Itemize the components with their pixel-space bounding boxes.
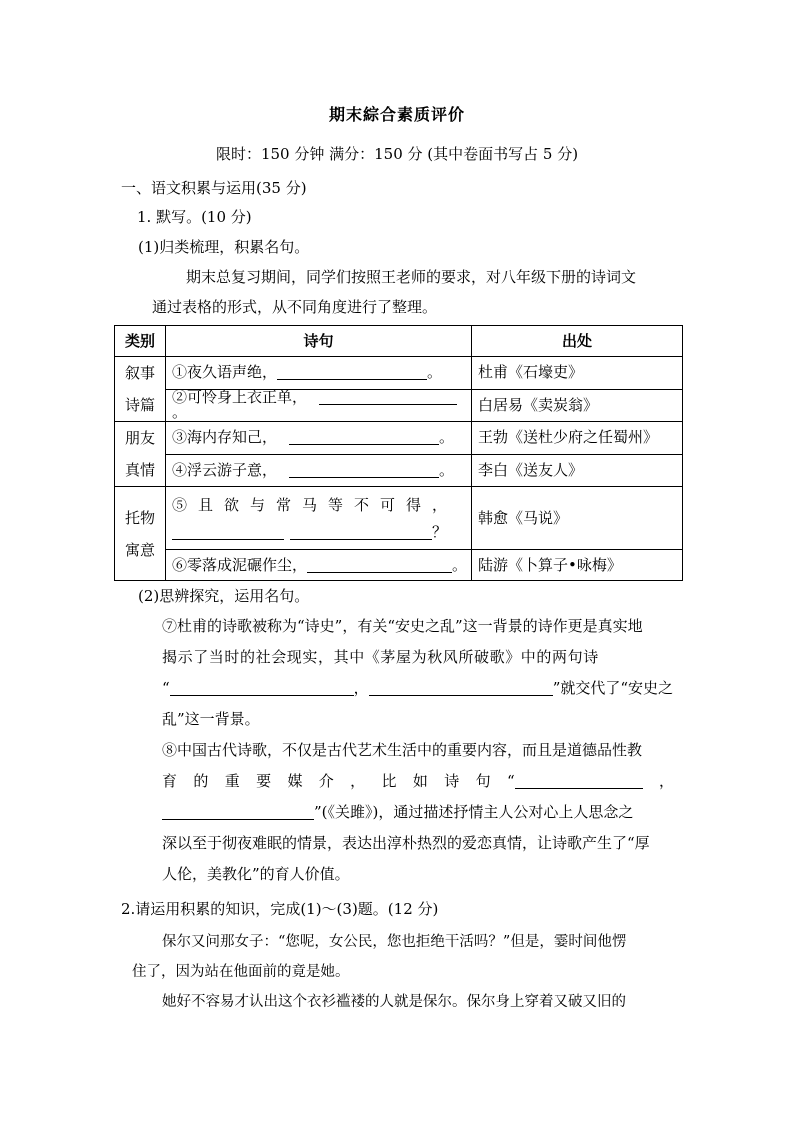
answer-blank[interactable]	[290, 525, 432, 540]
char: ，	[350, 772, 366, 790]
char: 诗	[444, 772, 460, 790]
q8-line-4: 深以至于彻夜难眠的情景，表达出淳朴热烈的爱恋真情，让诗歌产生了“厚	[162, 834, 650, 852]
char: 媒	[287, 772, 303, 790]
verse-end: 。	[452, 555, 468, 574]
answer-blank[interactable]	[277, 365, 427, 380]
char: 育	[162, 772, 178, 790]
category-line: 真情	[124, 461, 155, 479]
question-1-label: 1. 默写。(10 分)	[137, 208, 252, 226]
intro-line-2: 通过表格的形式，从不同角度进行了整理。	[152, 298, 438, 316]
source-cell: 杜甫《石壕吏》	[472, 357, 683, 390]
verse-end: 。	[172, 403, 188, 422]
category-line: 托物	[124, 508, 155, 527]
q8-line-3	[162, 805, 633, 820]
category-line: 叙事	[124, 364, 155, 382]
verse-end: 。	[439, 460, 455, 479]
comma: ，	[658, 772, 674, 790]
answer-blank[interactable]	[307, 558, 452, 573]
answer-blank[interactable]	[319, 390, 457, 405]
char: 如	[412, 772, 428, 790]
verse-end: ？	[432, 523, 448, 541]
q8-line-5: 人伦，美教化”的育人价值。	[162, 865, 350, 883]
verse-cell	[166, 487, 472, 550]
passage-line-3: 她好不容易才认出这个衣衫褴褛的人就是保尔。保尔身上穿着又破又旧的	[162, 994, 626, 1010]
verse-text: ①夜久语声绝，	[172, 363, 278, 382]
category-cell	[115, 357, 166, 422]
table-row	[115, 422, 683, 455]
source-cell: 韩愈《马说》	[472, 487, 683, 550]
verse-end: 。	[439, 428, 455, 447]
intro-line-1: 期末总复习期间，同学们按照王老师的要求，对八年级下册的诗词文	[186, 268, 637, 286]
header-category: 类别	[115, 326, 166, 357]
category-line: 寓意	[124, 540, 155, 559]
page-title: 期末綜合素质评价	[328, 105, 465, 124]
answer-blank[interactable]	[172, 525, 284, 540]
quote-open: “	[162, 679, 170, 697]
source-cell: 王勃《送杜少府之任蜀州》	[472, 422, 683, 455]
comma: ，	[353, 679, 369, 697]
category-line: 诗篇	[124, 396, 155, 414]
source-cell: 白居易《卖炭翁》	[472, 389, 683, 422]
source-cell: 陆游《卜算子•咏梅》	[472, 550, 683, 581]
answer-blank[interactable]	[515, 774, 643, 789]
verse-end: 。	[427, 363, 443, 382]
table-row	[115, 550, 683, 581]
table-row	[115, 454, 683, 487]
q7-line-3-end: ”就交代了“安史之	[552, 679, 674, 697]
char: 比	[381, 772, 397, 790]
part-2-label: (2)思辨探究，运用名句。	[138, 587, 310, 605]
verse-cell	[166, 422, 472, 455]
char: 要	[256, 772, 272, 790]
verse-text: ④浮云游子意，	[172, 460, 278, 479]
passage-line-1: 保尔又问那女子：“您呢，女公民，您也拒绝干活吗？”但是，霎时间他愣	[162, 934, 627, 950]
poem-table	[114, 325, 683, 581]
verse-text: ③海内存知己，	[172, 428, 278, 447]
source-cell: 李白《送友人》	[472, 454, 683, 487]
answer-blank[interactable]	[170, 681, 354, 696]
answer-blank[interactable]	[289, 463, 439, 478]
q7-line-2: 揭示了当时的社会现实，其中《茅屋为秋风所破歌》中的两句诗	[162, 648, 599, 666]
verse-text: ⑤且欲与常马等不可得，	[172, 496, 459, 514]
answer-blank[interactable]	[289, 430, 439, 445]
verse-cell	[166, 550, 472, 581]
table-row	[115, 389, 683, 422]
q7-line-4: 乱”这一背景。	[162, 710, 260, 728]
q7-line-3	[162, 681, 673, 696]
section-heading: 一、语文积累与运用(35 分)	[121, 179, 307, 197]
char: 介	[318, 772, 334, 790]
table-row	[115, 357, 683, 390]
verse-cell	[166, 454, 472, 487]
header-source: 出处	[472, 326, 683, 357]
verse-text: ②可怜身上衣正单，	[172, 388, 308, 407]
answer-blank[interactable]	[369, 681, 553, 696]
category-line: 朋友	[124, 429, 155, 447]
answer-blank[interactable]	[162, 805, 314, 820]
char: 重	[224, 772, 240, 790]
table-row	[115, 487, 683, 550]
q8-line-2	[162, 774, 674, 789]
question-2-label: 2.请运用积累的知识，完成(1)～(3)题。(12 分)	[121, 900, 439, 918]
passage-line-2: 住了，因为站在他面前的竟是她。	[132, 964, 350, 980]
category-cell	[115, 422, 166, 487]
verse-cell	[166, 389, 472, 422]
q8-line-3-end: ”(《关雎》)，通过描述抒情主人公对心上人思念之	[314, 803, 634, 821]
blank-group	[507, 774, 643, 789]
quote-open: “	[506, 772, 515, 790]
part-1-label: (1)归类梳理，积累名句。	[138, 238, 310, 256]
char: 的	[193, 772, 209, 790]
q8-line-1: ⑧中国古代诗歌，不仅是古代艺术生活中的重要内容，而且是道德品性教	[162, 741, 643, 759]
char: 句	[475, 772, 491, 790]
verse-cell	[166, 357, 472, 390]
header-verse: 诗句	[166, 326, 472, 357]
category-cell	[115, 487, 166, 581]
q7-line-1: ⑦杜甫的诗歌被称为“诗史”，有关“安史之乱”这一背景的诗作更是真实地	[162, 617, 643, 635]
exam-info: 限时：150 分钟 满分：150 分 (其中卷面书写占 5 分)	[215, 145, 579, 163]
verse-text: ⑥零落成泥碾作尘，	[172, 555, 308, 574]
